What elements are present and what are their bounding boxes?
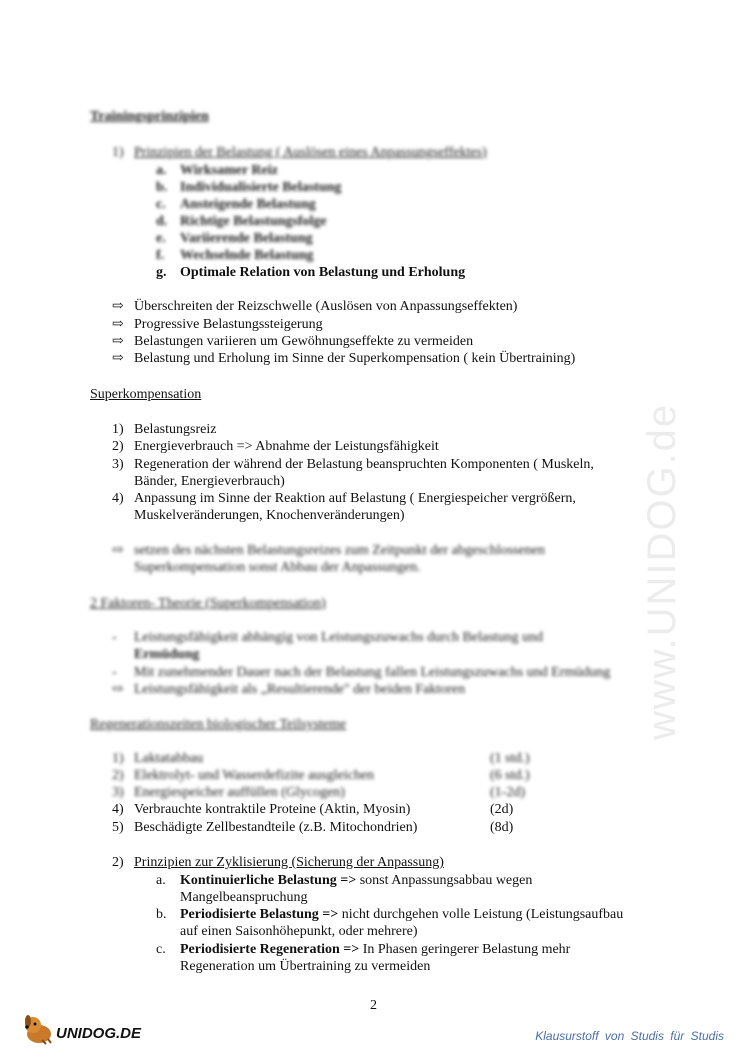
item-text: Wechselnde Belastung	[180, 248, 314, 263]
arrow-icon: ⇨	[112, 334, 124, 349]
item-letter: g.	[156, 265, 167, 280]
arrow-text: Belastung und Erholung im Sinne der Superkompensation ( kein Übertraining)	[134, 351, 576, 366]
faktoren-text: Mit zunehmender Dauer nach der Belastung fallen Leistungszuwachs und Ermüdung	[134, 665, 611, 680]
item-text: Individualisierte Belastung	[180, 180, 342, 195]
item-num: 1)	[112, 422, 124, 437]
item-letter: e.	[156, 231, 166, 246]
regen-time: (1 std.)	[490, 751, 530, 766]
item-bold: Periodisierte Belastung =>	[180, 907, 339, 922]
item-rest: nicht durchgehen volle Leistung (Leistungsaufbau	[338, 907, 624, 922]
heading-faktoren: 2 Faktoren- Theorie (Superkompensation)	[90, 596, 326, 611]
prinzip1-title: Prinzipien der Belastung ( Auslösen eines Anpassungseffektes)	[134, 145, 487, 160]
arrow-icon: ⇨	[112, 543, 124, 558]
regen-time: (8d)	[490, 820, 514, 835]
note-text: setzen des nächsten Belastungsreizes zum Zeitpunkt der abgeschlossenen	[134, 543, 545, 558]
prinzip1-item-e	[156, 230, 313, 247]
superkomp-item	[112, 490, 576, 507]
heading-superkompensation: Superkompensation	[90, 387, 202, 402]
item-text: Richtige Belastungsfolge	[180, 214, 327, 229]
superkomp-item-cont: Bänder, Energieverbrauch)	[134, 474, 285, 489]
heading-trainingsprinzipien: Trainingsprinzipien	[90, 109, 209, 124]
arrow-item	[112, 316, 323, 333]
item-text: Anpassung im Sinne der Reaktion auf Belastung ( Energiespeicher vergrößern,	[134, 491, 576, 506]
prinzip2-item-c-cont: Regeneration um Übertraining zu vermeiden	[180, 959, 431, 974]
regen-item	[112, 801, 410, 818]
item-text: Variierende Belastung	[180, 231, 313, 246]
prinzip1-item-g	[156, 264, 465, 281]
footer-tagline: Klausurstoff von Studis für Studis	[535, 1029, 724, 1043]
heading-regeneration: Regenerationszeiten biologischer Teilsysteme	[90, 717, 347, 732]
arrow-item	[112, 298, 517, 315]
prinzip1-item-c	[156, 196, 316, 213]
arrow-item	[112, 333, 473, 350]
arrow-text: Überschreiten der Reizschwelle (Auslösen von Anpassungseffekten)	[134, 299, 518, 314]
prinzip1-heading	[112, 144, 487, 161]
item-bold: Periodisierte Regeneration =>	[180, 942, 360, 957]
item-letter: f.	[156, 248, 165, 263]
dash-marker: -	[112, 665, 117, 680]
regen-time: (2d)	[490, 802, 514, 817]
logo-text: UNIDOG.DE	[56, 1025, 142, 1042]
arrow-icon: ⇨	[112, 299, 124, 314]
item-num: 3)	[112, 785, 124, 800]
item-letter: a.	[156, 873, 166, 888]
item-letter: a.	[156, 163, 167, 178]
faktoren-line	[112, 629, 543, 646]
prinzip2-item-b-cont: auf einen Saisonhöhepunkt, oder mehrere)	[180, 924, 418, 939]
prinzip1-item-b	[156, 179, 341, 196]
prinzip1-num: 1)	[112, 145, 124, 160]
item-text: Belastungsreiz	[134, 422, 217, 437]
item-text: Verbrauchte kontraktile Proteine (Aktin, Myosin)	[134, 802, 411, 817]
page-number: 2	[370, 998, 377, 1013]
arrow-icon: ⇨	[112, 682, 124, 697]
regen-item	[112, 819, 417, 836]
arrow-text: Belastungen variieren um Gewöhnungseffekte zu vermeiden	[134, 334, 474, 349]
item-text: Energieverbrauch => Abnahme der Leistungsfähigkeit	[134, 439, 439, 454]
item-letter: c.	[156, 197, 166, 212]
item-num: 3)	[112, 457, 124, 472]
arrow-icon: ⇨	[112, 351, 124, 366]
prinzip1-item-a	[156, 162, 278, 179]
item-rest: In Phasen geringerer Belastung mehr	[359, 942, 571, 957]
regen-item	[112, 784, 345, 801]
faktoren-line-cont: Ermüdung	[134, 647, 200, 662]
prinzip2-item-b	[156, 906, 623, 923]
item-letter: c.	[156, 942, 166, 957]
dash-marker: -	[112, 630, 117, 645]
item-text: Ansteigende Belastung	[180, 197, 316, 212]
prinzip2-heading	[112, 854, 444, 871]
item-num: 5)	[112, 820, 124, 835]
item-num: 1)	[112, 751, 124, 766]
superkomp-note-cont: Superkompensation sonst Abbau der Anpassungen.	[134, 560, 421, 575]
superkomp-item-cont: Muskelveränderungen, Knochenveränderungen)	[134, 508, 405, 523]
regen-item	[112, 767, 374, 784]
superkomp-note	[112, 542, 545, 559]
superkomp-item	[112, 421, 216, 438]
arrow-item	[112, 350, 575, 367]
superkomp-item	[112, 438, 439, 455]
arrow-icon: ⇨	[112, 317, 124, 332]
item-letter: b.	[156, 180, 168, 195]
faktoren-text: Leistungsfähigkeit abhängig von Leistungszuwachs durch Belastung und	[134, 630, 544, 645]
regen-time: (1-2d)	[490, 785, 525, 800]
item-text: Regeneration der während der Belastung beanspruchten Komponenten ( Muskeln,	[134, 457, 594, 472]
prinzip1-item-d	[156, 213, 327, 230]
regen-time: (6 std.)	[490, 768, 530, 783]
arrow-text: Progressive Belastungssteigerung	[134, 317, 323, 332]
prinzip1-item-f	[156, 247, 313, 264]
item-num: 4)	[112, 802, 124, 817]
item-rest: sonst Anpassungsabbau wegen	[356, 873, 533, 888]
item-num: 2)	[112, 768, 124, 783]
item-num: 2)	[112, 439, 124, 454]
item-num: 4)	[112, 491, 124, 506]
prinzip2-title: Prinzipien zur Zyklisierung (Sicherung der Anpassung)	[134, 855, 444, 870]
item-text: Energiespeicher auffüllen (Glycogen)	[134, 785, 345, 800]
item-letter: d.	[156, 214, 168, 229]
prinzip2-item-c	[156, 941, 570, 958]
prinzip2-item-a	[156, 872, 532, 889]
dog-logo-icon	[22, 1012, 56, 1046]
faktoren-line	[112, 664, 610, 681]
item-text: Elektrolyt- und Wasserdefizite ausgleichen	[134, 768, 375, 783]
watermark: www.UNIDOG.de	[640, 402, 684, 740]
regen-item	[112, 750, 203, 767]
prinzip2-item-a-cont: Mangelbeanspruchung	[180, 890, 308, 905]
item-text: Beschädigte Zellbestandteile (z.B. Mitochondrien)	[134, 820, 418, 835]
item-text: Optimale Relation von Belastung und Erholung	[180, 265, 466, 280]
superkomp-item	[112, 456, 594, 473]
item-text: Laktatabbau	[134, 751, 204, 766]
item-letter: b.	[156, 907, 167, 922]
faktoren-text: Leistungsfähigkeit als „Resultierende" der beiden Faktoren	[134, 682, 466, 697]
item-bold: Kontinuierliche Belastung =>	[180, 873, 357, 888]
faktoren-line	[112, 681, 465, 698]
prinzip2-num: 2)	[112, 855, 124, 870]
item-text: Wirksamer Reiz	[180, 163, 278, 178]
